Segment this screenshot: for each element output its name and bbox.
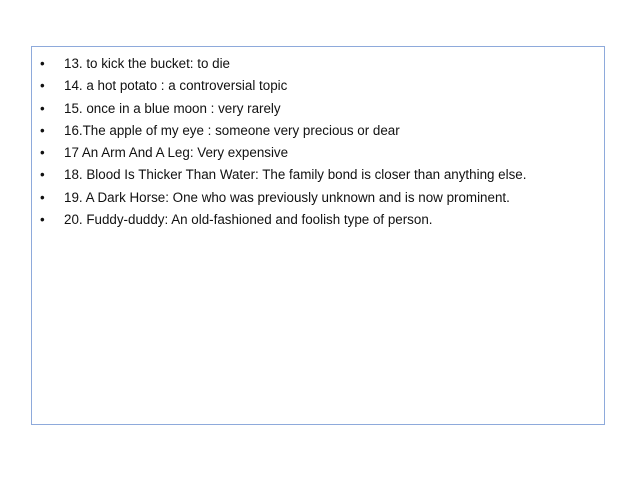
idioms-text-box: [31, 46, 605, 425]
bullet-icon: •: [40, 100, 45, 116]
list-item-text: 13. to kick the bucket: to die: [64, 56, 230, 71]
bullet-icon: •: [40, 189, 45, 205]
bullet-icon: •: [40, 56, 45, 71]
list-item-text: 20. Fuddy-duddy: An old-fashioned and foolish type of person.: [64, 212, 433, 228]
list-item-text: 17 An Arm And A Leg: Very expensive: [64, 145, 289, 161]
bullet-icon: •: [40, 78, 45, 94]
list-item-text: 16.The apple of my eye : someone very precious or dear: [64, 122, 400, 138]
bullet-icon: •: [40, 122, 45, 138]
list-item-text: 15. once in a blue moon : very rarely: [64, 100, 281, 116]
bullet-icon: •: [40, 212, 45, 228]
list-item-text: 19. A Dark Horse: One who was previously unknown and is now prominent.: [64, 189, 510, 205]
list-item-text: 18. Blood Is Thicker Than Water: The family bond is closer than anything else.: [64, 167, 527, 183]
bullet-icon: •: [40, 145, 45, 161]
bullet-icon: •: [40, 167, 45, 183]
list-item-text: 14. a hot potato : a controversial topic: [64, 78, 288, 94]
